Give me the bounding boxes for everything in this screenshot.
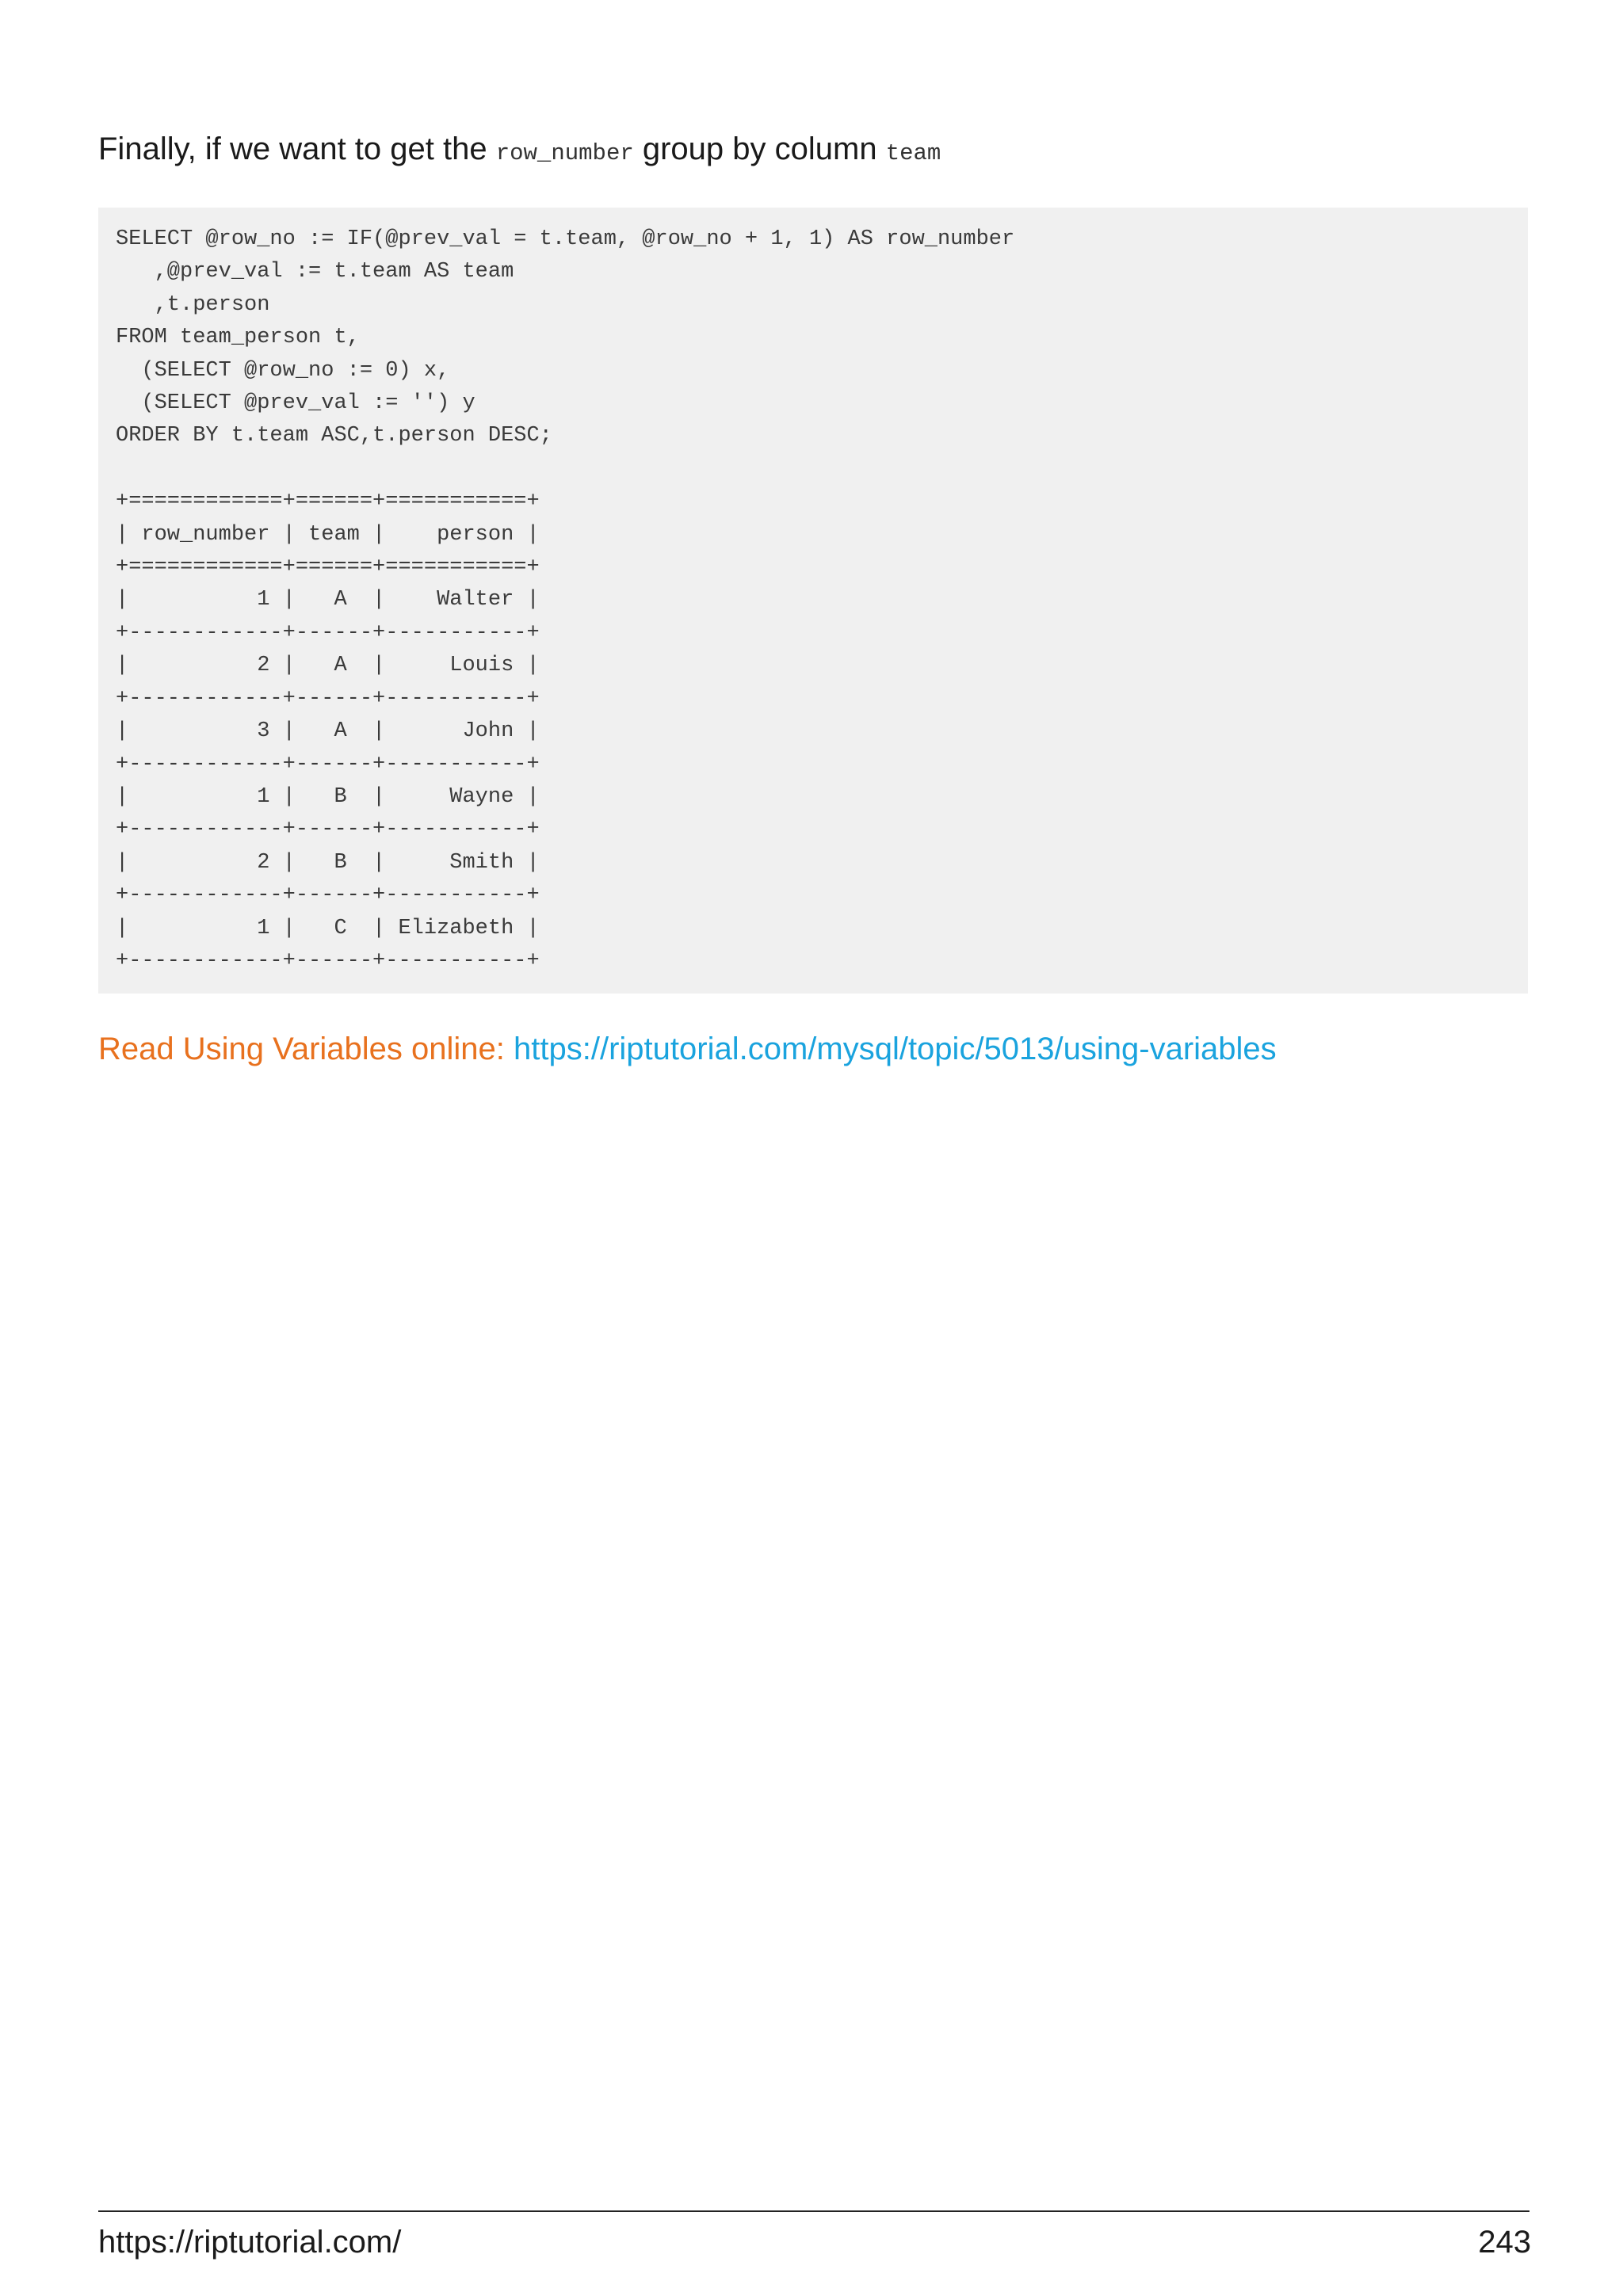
footer-url: https://riptutorial.com/: [98, 2225, 402, 2260]
page-number: 243: [1478, 2225, 1531, 2260]
sql-code-content: SELECT @row_no := IF(@prev_val = t.team, @row_no + 1, 1) AS row_number ,@prev_val := t.team AS team ,t.person FROM team_person t, (SELECT @row_no := 0) x, (SELECT @prev_val := '') y ORDER BY t.team ASC,t.person DESC; +============+======+===========+ | row_number | team | person | +============+======+===========+ | 1 | A | Walter | +------------+------+-----------+ | 2 | A | Louis | +------------+------+-----------+ | 3 | A | John | +------------+------+-----------+ | 1 | B | Wayne | +------------+------+-----------+ | 2 | B | Smith | +------------+------+-----------+ | 1 | C | Elizabeth | +------------+------+-----------+: [116, 227, 1015, 973]
read-online-link[interactable]: https://riptutorial.com/mysql/topic/5013/using-variables: [514, 1032, 1277, 1066]
intro-text-middle: group by column: [633, 132, 886, 166]
inline-code-row-number: row_number: [495, 140, 634, 166]
intro-paragraph: [98, 127, 941, 176]
read-online-label: Read Using Variables online:: [98, 1032, 514, 1066]
sql-code-block: [98, 208, 1528, 994]
inline-code-team: team: [885, 140, 941, 166]
intro-text-before: Finally, if we want to get the: [98, 132, 496, 166]
footer-divider: [98, 2210, 1529, 2212]
read-online-line: [98, 1027, 1277, 1071]
